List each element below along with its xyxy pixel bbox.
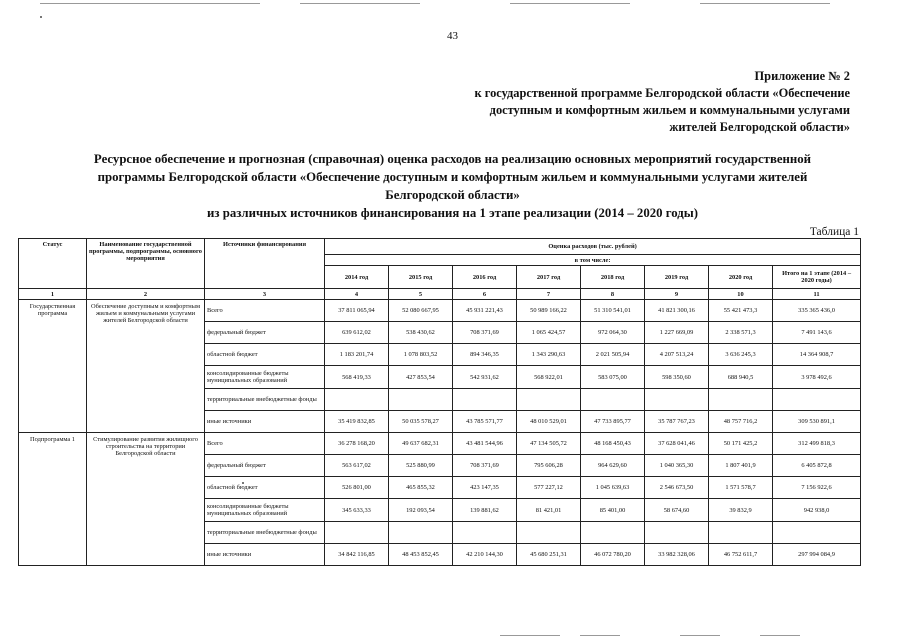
row-value-cell: 33 982 328,06 [645, 544, 709, 566]
row-funding-source: территориальные внебюджетные фонды [205, 389, 325, 411]
row-funding-source: Всего [205, 300, 325, 322]
row-value-cell: 192 093,54 [389, 499, 453, 522]
row-value-cell: 309 530 891,1 [773, 411, 861, 433]
header-column-index: 3 [205, 289, 325, 300]
row-value-cell [517, 389, 581, 411]
row-value-cell: 2 546 673,50 [645, 477, 709, 499]
row-value-cell: 312 499 818,3 [773, 433, 861, 455]
row-value-cell: 577 227,12 [517, 477, 581, 499]
row-value-cell: 36 278 168,20 [325, 433, 389, 455]
row-value-cell: 37 628 041,46 [645, 433, 709, 455]
heading-line: Ресурсное обеспечение и прогнозная (справочная) оценка расходов на реализацию основных мероприятий государственной [93, 152, 812, 166]
header-column-index: 10 [709, 289, 773, 300]
row-value-cell: 35 787 767,23 [645, 411, 709, 433]
row-value-cell: 48 757 716,2 [709, 411, 773, 433]
table-body [19, 300, 861, 566]
header-name: Наименование государственной программы, подпрограммы, основного мероприятия [87, 239, 205, 289]
header-column-index: 11 [773, 289, 861, 300]
row-value-cell: 45 931 221,43 [453, 300, 517, 322]
row-value-cell: 1 227 669,09 [645, 322, 709, 344]
row-funding-source: федеральный бюджет [205, 322, 325, 344]
row-value-cell: 894 346,35 [453, 344, 517, 366]
header-sources: Источники финансирования [205, 239, 325, 289]
row-value-cell: 42 210 144,30 [453, 544, 517, 566]
row-value-cell: 47 134 505,72 [517, 433, 581, 455]
row-value-cell [581, 522, 645, 544]
appendix-line: Приложение № 2 [754, 69, 850, 83]
row-value-cell [389, 522, 453, 544]
row-value-cell [325, 389, 389, 411]
row-value-cell: 1 571 578,7 [709, 477, 773, 499]
row-value-cell: 465 855,32 [389, 477, 453, 499]
row-value-cell: 4 207 513,24 [645, 344, 709, 366]
row-value-cell: 297 994 084,9 [773, 544, 861, 566]
row-value-cell [517, 522, 581, 544]
row-value-cell: 6 405 872,8 [773, 455, 861, 477]
row-value-cell: 526 801,00 [325, 477, 389, 499]
row-value-cell: 46 072 780,20 [581, 544, 645, 566]
header-index-row [19, 289, 861, 300]
header-estimate: Оценка расходов (тыс. рублей) [325, 239, 861, 255]
header-status: Статус [19, 239, 87, 289]
row-value-cell: 35 419 832,85 [325, 411, 389, 433]
row-status: Подпрограмма 1 [19, 433, 87, 566]
header-including: в том числе: [325, 255, 861, 266]
row-value-cell: 1 183 201,74 [325, 344, 389, 366]
row-value-cell [773, 389, 861, 411]
row-value-cell: 583 075,00 [581, 366, 645, 389]
row-value-cell: 345 633,33 [325, 499, 389, 522]
page-number: 43 [447, 30, 458, 42]
row-value-cell [453, 389, 517, 411]
row-value-cell: 427 853,54 [389, 366, 453, 389]
row-value-cell: 48 453 852,45 [389, 544, 453, 566]
row-value-cell: 598 350,60 [645, 366, 709, 389]
header-column-index: 5 [389, 289, 453, 300]
heading-line: программы Белгородской области «Обеспечение доступным и комфортным жильем и коммунальными услугами жителей [97, 170, 808, 184]
row-value-cell: 639 612,02 [325, 322, 389, 344]
row-value-cell: 14 364 908,7 [773, 344, 861, 366]
row-funding-source: областной бюджет [205, 477, 325, 499]
row-value-cell: 568 922,01 [517, 366, 581, 389]
row-value-cell: 335 365 436,0 [773, 300, 861, 322]
row-value-cell: 41 821 300,16 [645, 300, 709, 322]
row-value-cell: 563 617,02 [325, 455, 389, 477]
document-heading [20, 150, 885, 222]
row-value-cell: 48 010 529,01 [517, 411, 581, 433]
row-value-cell: 45 680 251,31 [517, 544, 581, 566]
header-year: 2015 год [389, 266, 453, 289]
header-column-index: 6 [453, 289, 517, 300]
row-value-cell [709, 522, 773, 544]
row-value-cell [709, 389, 773, 411]
row-value-cell: 1 045 639,63 [581, 477, 645, 499]
row-value-cell [645, 389, 709, 411]
scan-edge-line [580, 635, 620, 636]
header-column-index: 9 [645, 289, 709, 300]
scan-speck [40, 16, 42, 18]
row-value-cell: 7 156 922,6 [773, 477, 861, 499]
scan-edge-line [700, 3, 830, 4]
header-column-index: 4 [325, 289, 389, 300]
row-value-cell: 37 811 065,94 [325, 300, 389, 322]
row-value-cell: 568 419,33 [325, 366, 389, 389]
row-value-cell: 688 940,5 [709, 366, 773, 389]
row-value-cell: 1 807 401,9 [709, 455, 773, 477]
row-funding-source: областной бюджет [205, 344, 325, 366]
row-value-cell [581, 389, 645, 411]
row-value-cell: 43 481 544,96 [453, 433, 517, 455]
row-value-cell: 7 491 143,6 [773, 322, 861, 344]
header-year: 2019 год [645, 266, 709, 289]
row-value-cell: 49 637 682,31 [389, 433, 453, 455]
row-value-cell: 1 065 424,57 [517, 322, 581, 344]
resource-table-wrapper [18, 238, 860, 566]
row-value-cell: 47 733 895,77 [581, 411, 645, 433]
scan-edge-line [500, 635, 560, 636]
scan-edge-line [510, 3, 630, 4]
header-column-index: 7 [517, 289, 581, 300]
table-label: Таблица 1 [809, 226, 859, 238]
table-header [19, 239, 861, 300]
appendix-line: доступным и комфортным жильем и коммунальными услугами [489, 103, 850, 117]
scan-edge-line [760, 635, 800, 636]
row-value-cell: 81 421,01 [517, 499, 581, 522]
row-value-cell: 2 021 505,94 [581, 344, 645, 366]
row-value-cell: 423 147,35 [453, 477, 517, 499]
row-value-cell: 1 343 290,63 [517, 344, 581, 366]
row-value-cell: 46 752 611,7 [709, 544, 773, 566]
row-value-cell [389, 389, 453, 411]
header-year: 2014 год [325, 266, 389, 289]
row-value-cell: 542 931,62 [453, 366, 517, 389]
row-value-cell: 58 674,60 [645, 499, 709, 522]
row-value-cell: 51 310 541,01 [581, 300, 645, 322]
row-funding-source: иные источники [205, 411, 325, 433]
row-value-cell: 39 832,9 [709, 499, 773, 522]
row-status: Государственная программа [19, 300, 87, 433]
row-value-cell: 1 078 803,52 [389, 344, 453, 366]
row-value-cell: 525 880,99 [389, 455, 453, 477]
row-value-cell: 1 040 365,30 [645, 455, 709, 477]
row-value-cell: 3 978 492,6 [773, 366, 861, 389]
row-value-cell: 48 168 450,43 [581, 433, 645, 455]
heading-line: из различных источников финансирования на 1 этапе реализации (2014 – 2020 годы) [207, 206, 698, 220]
scan-edge-line [300, 3, 420, 4]
row-value-cell: 708 371,69 [453, 322, 517, 344]
row-program-name: Стимулирование развития жилищного строительства на территории Белгородской области [87, 433, 205, 566]
row-value-cell: 972 064,30 [581, 322, 645, 344]
appendix-line: жителей Белгородской области» [669, 120, 850, 134]
header-year: 2016 год [453, 266, 517, 289]
row-value-cell: 3 636 245,3 [709, 344, 773, 366]
row-funding-source: территориальные внебюджетные фонды [205, 522, 325, 544]
header-column-index: 1 [19, 289, 87, 300]
appendix-line: к государственной программе Белгородской области «Обеспечение [474, 86, 850, 100]
row-value-cell [773, 522, 861, 544]
row-value-cell [325, 522, 389, 544]
resource-table [18, 238, 861, 566]
row-value-cell [645, 522, 709, 544]
row-value-cell: 55 421 473,3 [709, 300, 773, 322]
row-value-cell [453, 522, 517, 544]
row-value-cell: 34 842 116,85 [325, 544, 389, 566]
row-value-cell: 2 338 571,3 [709, 322, 773, 344]
header-year: 2020 год [709, 266, 773, 289]
row-value-cell: 50 989 166,22 [517, 300, 581, 322]
row-value-cell: 52 080 667,95 [389, 300, 453, 322]
table-row [19, 433, 861, 455]
row-funding-source: консолидированные бюджеты муниципальных образований [205, 499, 325, 522]
row-funding-source: Всего [205, 433, 325, 455]
row-funding-source: федеральный бюджет [205, 455, 325, 477]
header-column-index: 8 [581, 289, 645, 300]
header-year: 2017 год [517, 266, 581, 289]
row-value-cell: 139 881,62 [453, 499, 517, 522]
header-year: Итого на 1 этапе (2014 – 2020 годы) [773, 266, 861, 289]
header-year: 2018 год [581, 266, 645, 289]
row-program-name: Обеспечение доступным и комфортным жильем и коммунальными услугами жителей Белгородской области [87, 300, 205, 433]
heading-line: Белгородской области» [385, 188, 520, 202]
table-row [19, 300, 861, 322]
scan-edge-line [40, 3, 260, 4]
row-value-cell: 708 371,69 [453, 455, 517, 477]
row-value-cell: 795 606,28 [517, 455, 581, 477]
row-funding-source: иные источники [205, 544, 325, 566]
row-funding-source: консолидированные бюджеты муниципальных образований [205, 366, 325, 389]
row-value-cell: 43 785 571,77 [453, 411, 517, 433]
appendix-header [380, 68, 850, 136]
row-value-cell: 50 171 425,2 [709, 433, 773, 455]
row-value-cell: 942 938,0 [773, 499, 861, 522]
header-column-index: 2 [87, 289, 205, 300]
scan-edge-line [680, 635, 720, 636]
row-value-cell: 538 430,62 [389, 322, 453, 344]
row-value-cell: 50 035 578,27 [389, 411, 453, 433]
row-value-cell: 964 629,60 [581, 455, 645, 477]
row-value-cell: 85 401,00 [581, 499, 645, 522]
